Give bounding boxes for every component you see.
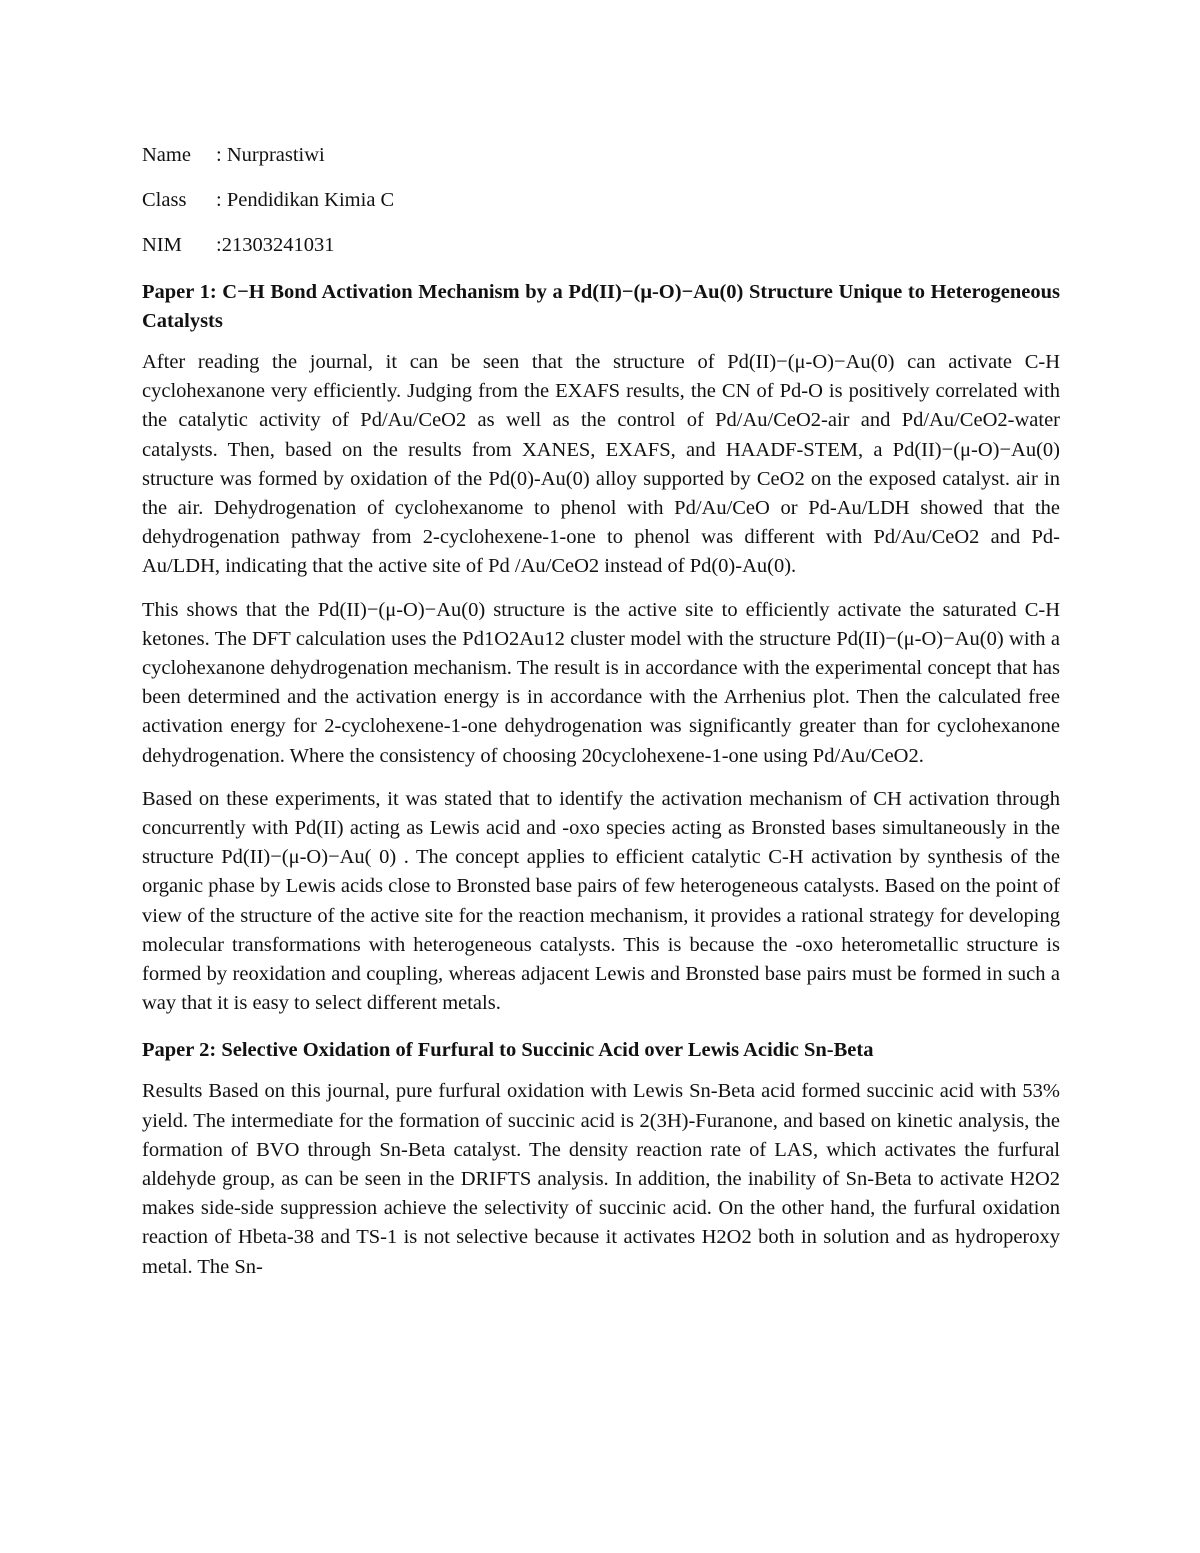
paper1-paragraph-2: This shows that the Pd(II)−(μ-O)−Au(0) structure is the active site to efficiently activate the saturated C-H ketones. The DFT calculation uses the Pd1O2Au12 cluster model with the structure Pd(II)−(μ-O)−Au(0) with a cyclohexanone dehydrogenation mechanism. The result is in accordance with the experimental concept that has been determined and the activation energy is in accordance with the Arrhenius plot. Then the calculated free activation energy for 2-cyclohexene-1-one dehydrogenation was significantly greater than for cyclohexanone dehydrogenation. Where the consistency of choosing 20cyclohexene-1-one using Pd/Au/CeO2.: [142, 598, 1060, 767]
name-value: : Nurprastiwi: [216, 144, 325, 166]
paper1-title: Paper 1: C−H Bond Activation Mechanism by a Pd(II)−(μ-O)−Au(0) Structure Unique to Heterogeneous Catalysts: [142, 281, 1060, 332]
nim-label: NIM: [142, 234, 182, 256]
nim-value: :21303241031: [216, 234, 335, 256]
paper1-paragraph-3: Based on these experiments, it was stated that to identify the activation mechanism of CH activation through concurrently with Pd(II) acting as Lewis acid and -oxo species acting as Bronsted bases simultaneously in the structure Pd(II)−(μ-O)−Au( 0) . The concept applies to efficient catalytic C-H activation by synthesis of the organic phase by Lewis acids close to Bronsted base pairs of few heterogeneous catalysts. Based on the point of view of the structure of the active site for the reaction mechanism, it provides a rational strategy for developing molecular transformations with heterogeneous catalysts. This is because the -oxo heterometallic structure is formed by reoxidation and coupling, whereas adjacent Lewis and Bronsted base pairs must be formed in such a way that it is easy to select different metals.: [142, 787, 1060, 1015]
nim-row: [142, 230, 1060, 260]
paper2-title: Paper 2: Selective Oxidation of Furfural to Succinic Acid over Lewis Acidic Sn-Beta: [142, 1039, 874, 1062]
class-label: Class: [142, 189, 187, 211]
name-row: [142, 140, 1060, 170]
class-row: [142, 185, 1060, 215]
class-value: : Pendidikan Kimia C: [216, 189, 395, 211]
paper2-paragraph-1: Results Based on this journal, pure furfural oxidation with Lewis Sn-Beta acid formed succinic acid with 53% yield. The intermediate for the formation of succinic acid is 2(3H)-Furanone, and based on kinetic analysis, the formation of BVO through Sn-Beta catalyst. The density reaction rate of LAS, which activates the furfural aldehyde group, as can be seen in the DRIFTS analysis. In addition, the inability of Sn-Beta to activate H2O2 makes side-side suppression achieve the selectivity of succinic acid. On the other hand, the furfural oxidation reaction of Hbeta-38 and TS-1 is not selective because it activates H2O2 both in solution and as hydroperoxy metal. The Sn-: [142, 1080, 1060, 1278]
document-page: [142, 140, 1060, 1296]
name-label: Name: [142, 144, 191, 166]
paper1-paragraph-1: After reading the journal, it can be seen that the structure of Pd(II)−(μ-O)−Au(0) can activate C-H cyclohexanone very efficiently. Judging from the EXAFS results, the CN of Pd-O is positively correlated with the catalytic activity of Pd/Au/CeO2 as well as the control of Pd/Au/CeO2-air and Pd/Au/CeO2-water catalysts. Then, based on the results from XANES, EXAFS, and HAADF-STEM, a Pd(II)−(μ-O)−Au(0) structure was formed by oxidation of the Pd(0)-Au(0) alloy supported by CeO2 on the exposed catalyst. air in the air. Dehydrogenation of cyclohexanome to phenol with Pd/Au/CeO or Pd-Au/LDH showed that the dehydrogenation pathway from 2-cyclohexene-1-one to phenol was different with Pd/Au/CeO2 and Pd-Au/LDH, indicating that the active site of Pd /Au/CeO2 instead of Pd(0)-Au(0).: [142, 351, 1060, 578]
